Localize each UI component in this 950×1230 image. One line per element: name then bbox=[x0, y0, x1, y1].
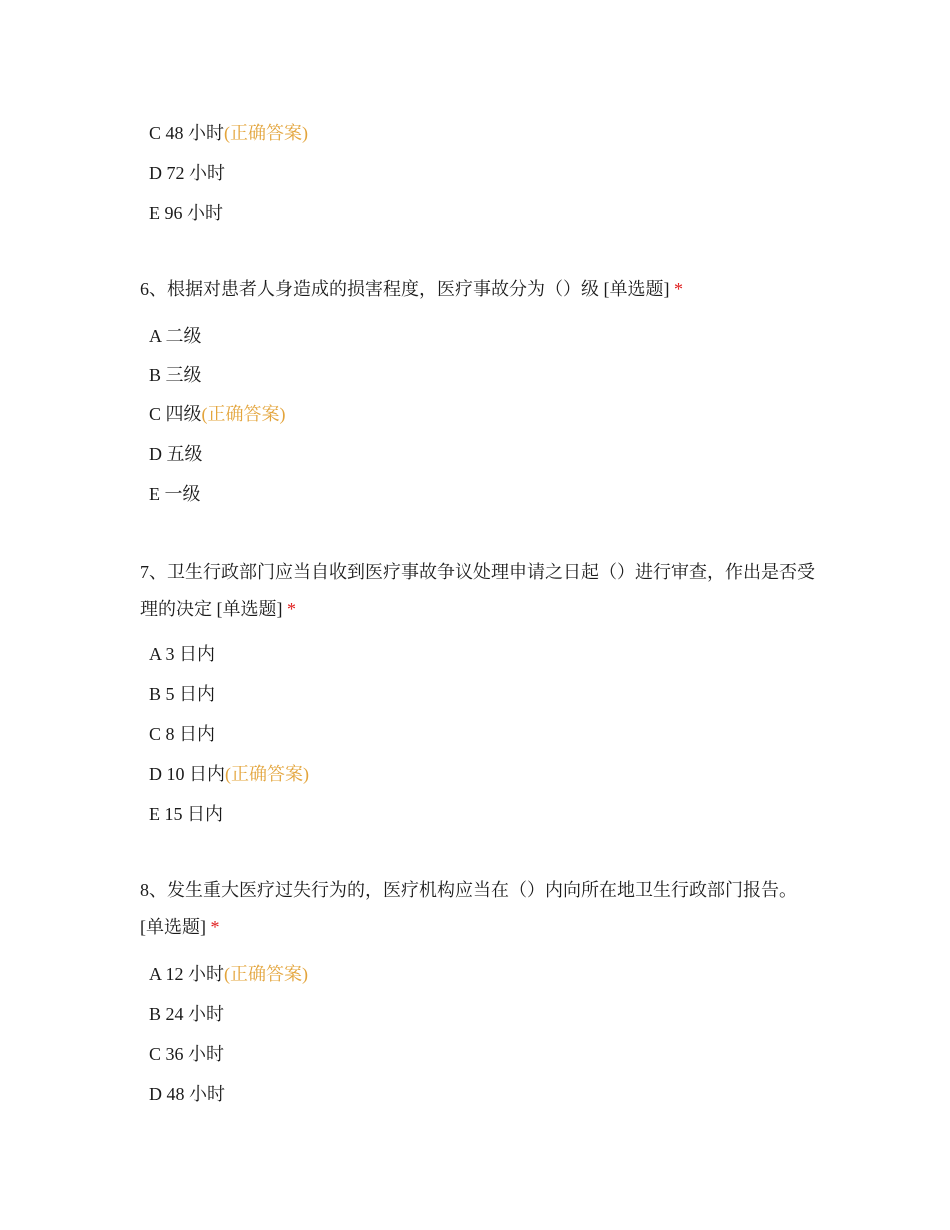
option-q6-e bbox=[149, 482, 201, 506]
option-q5-e bbox=[149, 201, 223, 225]
option-text: A 二级 bbox=[149, 326, 202, 346]
required-mark: * bbox=[674, 279, 683, 299]
required-mark: * bbox=[287, 599, 296, 619]
option-q8-a bbox=[149, 962, 308, 986]
option-text: B 三级 bbox=[149, 365, 202, 385]
option-text: C 36 小时 bbox=[149, 1044, 225, 1064]
option-text: D 10 日内 bbox=[149, 764, 225, 784]
option-q5-d bbox=[149, 161, 225, 185]
option-text: A 3 日内 bbox=[149, 644, 216, 664]
option-text: A 12 小时 bbox=[149, 964, 225, 984]
option-text: C 四级 bbox=[149, 404, 202, 424]
option-q6-d bbox=[149, 442, 203, 466]
option-q6-a bbox=[149, 324, 202, 348]
option-q5-c bbox=[149, 121, 308, 145]
option-q6-c bbox=[149, 402, 286, 426]
correct-answer-label: (正确答案) bbox=[224, 123, 309, 143]
option-q7-d bbox=[149, 762, 309, 786]
option-text: B 5 日内 bbox=[149, 684, 216, 704]
question-title: 8、发生重大医疗过失行为的，医疗机构应当在（）内向所在地卫生行政部门报告。 [单选题] * bbox=[140, 880, 797, 937]
correct-answer-label: (正确答案) bbox=[201, 404, 286, 424]
correct-answer-label: (正确答案) bbox=[225, 764, 309, 784]
option-q8-c bbox=[149, 1042, 224, 1066]
option-text: B 24 小时 bbox=[149, 1004, 225, 1024]
option-text: D 48 小时 bbox=[149, 1084, 225, 1104]
correct-answer-label: (正确答案) bbox=[224, 964, 309, 984]
question-title: 7、卫生行政部门应当自收到医疗事故争议处理申请之日起（）进行审查，作出是否受理的决定 [单选题] * bbox=[140, 562, 815, 619]
question-title: 6、根据对患者人身造成的损害程度，医疗事故分为（）级 [单选题] * bbox=[140, 279, 683, 299]
option-q7-e bbox=[149, 802, 223, 826]
option-text: C 8 日内 bbox=[149, 724, 216, 744]
option-q6-b bbox=[149, 363, 202, 387]
option-q7-a bbox=[149, 642, 215, 666]
option-text: E 15 日内 bbox=[149, 804, 223, 824]
option-q8-d bbox=[149, 1082, 225, 1106]
option-text: D 五级 bbox=[149, 444, 203, 464]
option-text: D 72 小时 bbox=[149, 163, 225, 183]
required-mark: * bbox=[210, 917, 220, 937]
option-q7-c bbox=[149, 722, 215, 746]
option-text: C 48 小时 bbox=[149, 123, 225, 143]
option-text: E 一级 bbox=[149, 484, 201, 504]
option-text: E 96 小时 bbox=[149, 203, 223, 223]
option-q7-b bbox=[149, 682, 215, 706]
option-q8-b bbox=[149, 1002, 224, 1026]
